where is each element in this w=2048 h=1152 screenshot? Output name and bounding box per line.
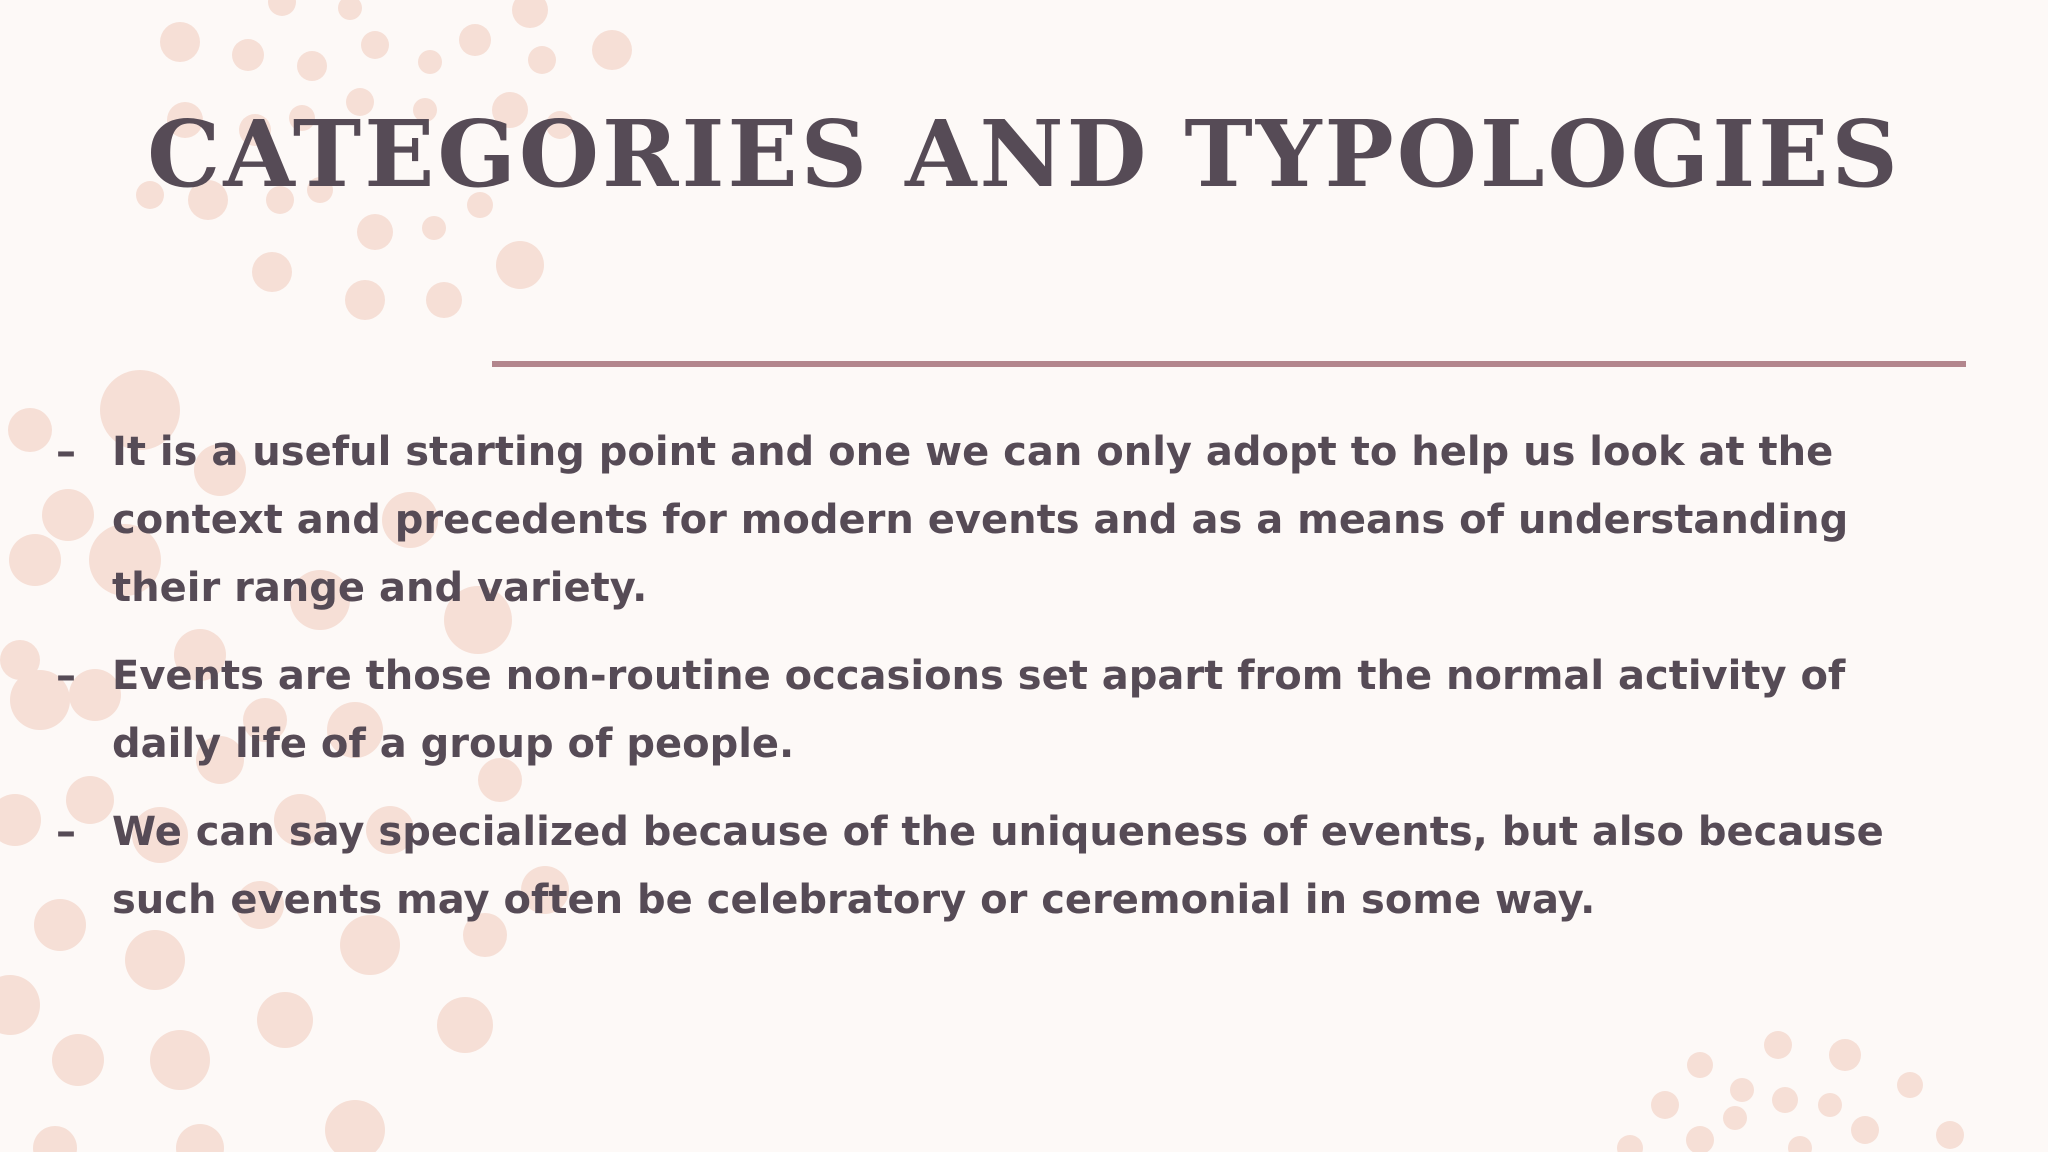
dash-bullet-icon: – bbox=[56, 429, 76, 475]
title-divider bbox=[492, 361, 1966, 367]
dash-bullet-icon: – bbox=[56, 653, 76, 699]
bullet-text: Events are those non-routine occasions set apart from the normal activity of daily life of a group of people. bbox=[112, 653, 1846, 767]
slide-title: CATEGORIES AND TYPOLOGIES bbox=[147, 100, 1901, 208]
bullet-text: It is a useful starting point and one we can only adopt to help us look at the context and precedents for modern events and as a means of understanding their range and variety. bbox=[112, 429, 1849, 611]
bullet-list bbox=[56, 418, 1936, 954]
bullet-item bbox=[56, 418, 1936, 622]
bullet-text: We can say specialized because of the uniqueness of events, but also because such events may often be celebratory or ceremonial in some way. bbox=[112, 809, 1884, 923]
dash-bullet-icon: – bbox=[56, 809, 76, 855]
bullet-item bbox=[56, 642, 1936, 778]
bullet-item bbox=[56, 798, 1936, 934]
